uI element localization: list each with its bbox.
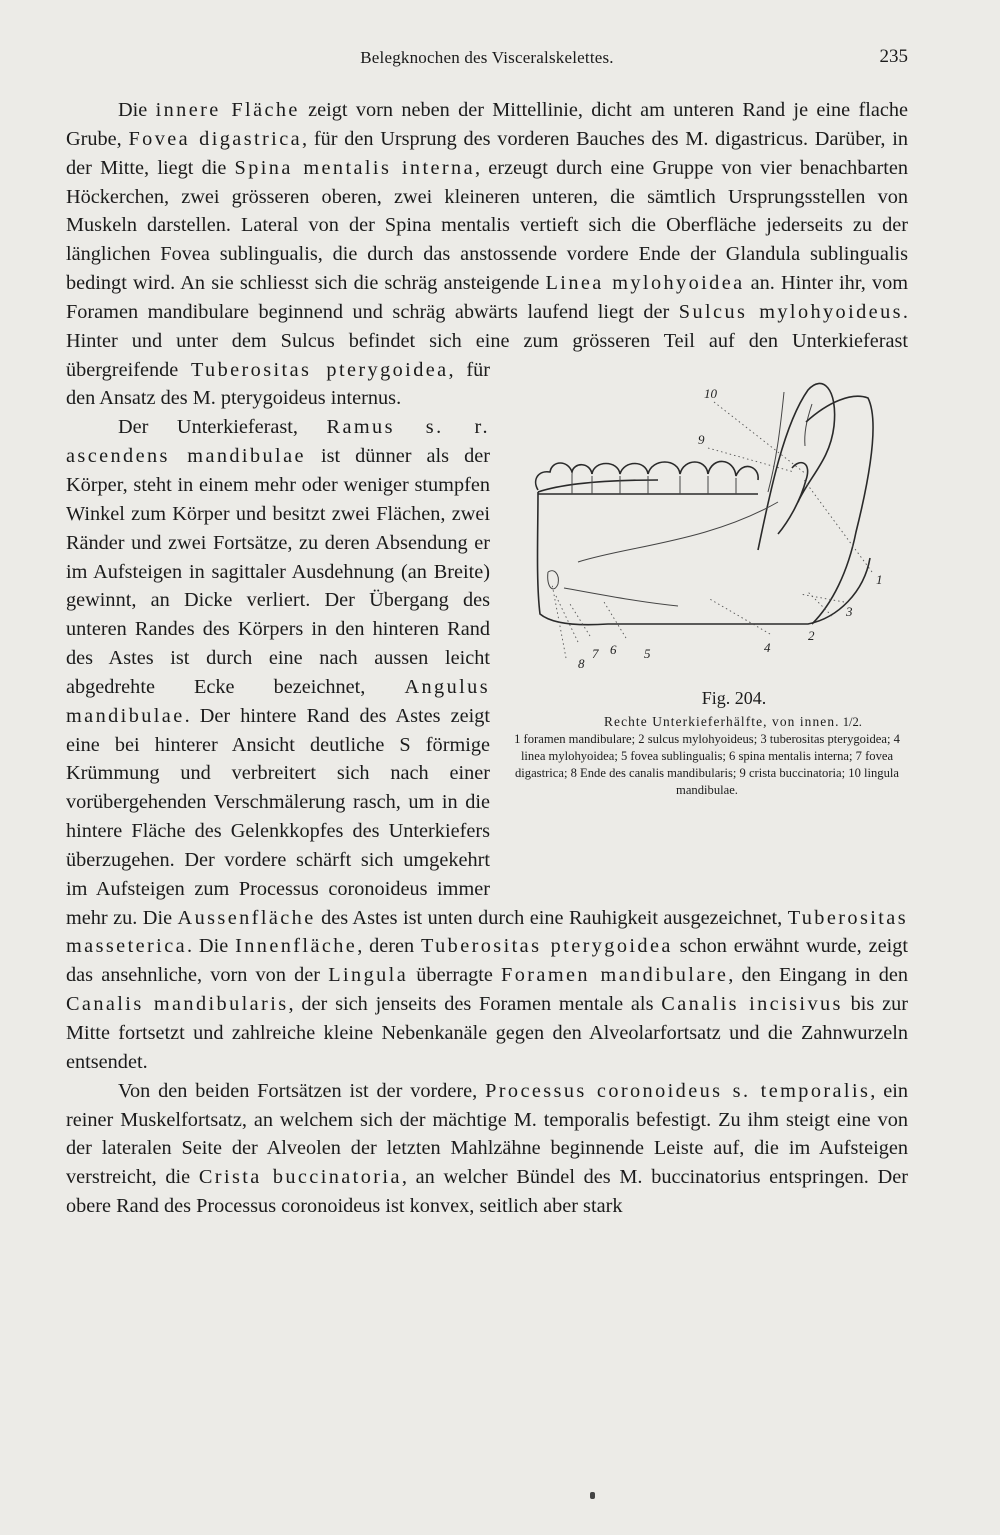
term: Processus coronoideus s. temporalis [485, 1079, 871, 1102]
term: Tuberositas pterygoidea [421, 935, 673, 958]
term: Foramen mandibulare [501, 964, 729, 987]
term: Angulus mandibulae [66, 675, 490, 727]
term: Crista buccinatoria [198, 1166, 402, 1189]
mandible-illustration [508, 362, 908, 682]
label-9: 9 [698, 431, 705, 447]
paragraph-ramus: Der Unterkieferast, Ramus s. r. ascendens mandibulae ist dünner als der Körper, steht in einem mehr oder weniger stumpfen Winkel zum Körper und besitzt zwei Flächen, zwei Ränder und zwei Fortsätze, zu deren Absendung er im Aufsteigen in sagittaler Ausdehnung (an Breite) gewinnt, an Dicke verliert. Der Übergang des unteren Randes des Körpers in den hinteren Rand des Astes ist durch eine nach aussen leicht abgedrehte Ecke bezeichnet, Angulus mandibulae. Der hintere Rand des Astes zeigt eine bei hinterer Ansicht deutliche S förmige Krümmung und verbreitert sich nach einer vorübergehenden Verschmälerung rasch, um in die hintere Fläche des Gelenkkopfes des Unterkiefers überzugehen. Der vordere schärft sich umgekehrt im Aufsteigen zum Processus coronoideus immer mehr zu. Die Aussenfläche des Astes ist unten durch eine Rauhigkeit ausgezeichnet, Tuberositas masseterica. Die Innenfläche, deren Tuberositas pterygoidea schon erwähnt wurde, zeigt das ansehnliche, vorn von der Lingula überragte Foramen mandibulare, den Eingang in den Canalis mandibularis, der sich jenseits des Foramen mentale als Canalis incisivus bis zur Mitte fortsetzt und zahlreiche kleine Nebenkanäle gegen den Alveolarfortsatz und die Zahnwurzeln entsendet. [66, 416, 909, 1073]
term: Fovea digastrica [128, 127, 303, 150]
print-mark [590, 1492, 595, 1499]
term: Canalis incisivus [661, 993, 843, 1016]
label-4: 4 [764, 639, 771, 655]
term: Lingula [328, 964, 409, 987]
label-5: 5 [644, 645, 651, 661]
paragraph-processes: Von den beiden Fortsätzen ist der vordere, Processus coronoideus s. temporalis, ein reiner Muskelfortsatz, an welchem sich der mächtige M. temporalis befestigt. Zu ihm steigt eine von der lateralen Seite der Alveolen der letzten Mahlzähne beginnende Leiste auf, die im Aufsteigen verstreicht, die Crista buccinatoria, an welcher Bündel des M. buccinatorius entspringen. Der obere Rand des Processus coronoideus ist konvex, seitlich aber stark [66, 1079, 908, 1218]
page-header [66, 48, 908, 74]
label-10: 10 [704, 385, 717, 401]
caption-scale: 1/2. [842, 714, 862, 729]
body-text [66, 96, 908, 1221]
figure-204 [508, 362, 908, 886]
term: Spina mentalis interna [234, 156, 475, 179]
paragraph-inner-surface: Die innere Fläche zeigt vorn neben der Mittellinie, dicht am unteren Rand je eine flache Grube, Fovea digastrica, für den Ursprung des vorderen Bauches des M. digastricus. Darüber, in der Mitte, liegt die Spina mentalis interna, erzeugt durch eine Gruppe von vier benachbarten Höckerchen, zwei grösseren oberen, zwei kleineren unteren, die sämtlich Ursprungsstellen von Muskeln darstellen. Lateral von der Spina mentalis vertieft sich die Oberfläche jederseits zu der länglichen Fovea sublingualis, die durch das anstossende vordere Ende der Glandula sublingualis bedingt wird. An sie schliesst sich die schräg ansteigende Linea mylohyoidea an. Hinter ihr, vom Foramen mandibulare beginnend und schräg abwärts laufend liegt der Sulcus mylohyoideus. Hinter und unter dem Sulcus befindet sich eine zum grösseren Teil auf den Unterkieferast übergreifende 10 9 1 3 2 4 5 6 7 8 Fig. 204. Rechte Unterkieferhälfte, von innen. 1/2. 1 foramen mandibulare; 2 sulcus mylohyoideus; 3 tuberositas pterygoidea; 4 linea mylohyoidea; 5 fovea sublingualis; 6 spina mentalis interna; 7 fovea digastrica; 8 Ende des canalis mandibularis; 9 crista buccinatoria; 10 lingula mandibulae. Tuberositas pterygoidea, für den Ansatz des M. pterygoideus internus. [66, 96, 908, 413]
term: Ramus s. r. ascendens mandibulae [66, 416, 490, 468]
label-3: 3 [846, 603, 853, 619]
figure-caption [512, 713, 902, 800]
caption-text: 1 foramen mandibulare; 2 sulcus mylohyoideus; 3 tuberositas pterygoidea; 4 linea mylohyoidea; 5 fovea sublingualis; 6 spina mentalis interna; 7 fovea digastrica; 8 Ende des canalis mandibularis; 9 crista buccinatoria; 10 lingula mandibulae. [514, 731, 900, 798]
term: Tuberositas pterygoidea [190, 358, 449, 381]
figure-title: Fig. 204. [701, 687, 767, 708]
term: Tuberositas masseterica [66, 906, 908, 958]
label-7: 7 [592, 645, 599, 661]
term: Linea mylohyoidea [545, 272, 745, 295]
term: Sulcus mylohyoideus [678, 300, 903, 323]
page-number: 235 [879, 46, 908, 67]
term: Canalis mandibularis [66, 993, 289, 1016]
term: innere Fläche [155, 99, 300, 121]
label-6: 6 [610, 641, 617, 657]
term: Aussenfläche [177, 906, 316, 929]
label-2: 2 [808, 627, 815, 643]
label-1: 1 [876, 571, 883, 587]
term: Innenfläche [235, 935, 358, 958]
caption-head: Rechte Unterkieferhälfte, von innen. [604, 713, 840, 729]
label-8: 8 [578, 655, 585, 671]
running-title: Belegknochen des Visceralskelettes. [360, 48, 614, 67]
